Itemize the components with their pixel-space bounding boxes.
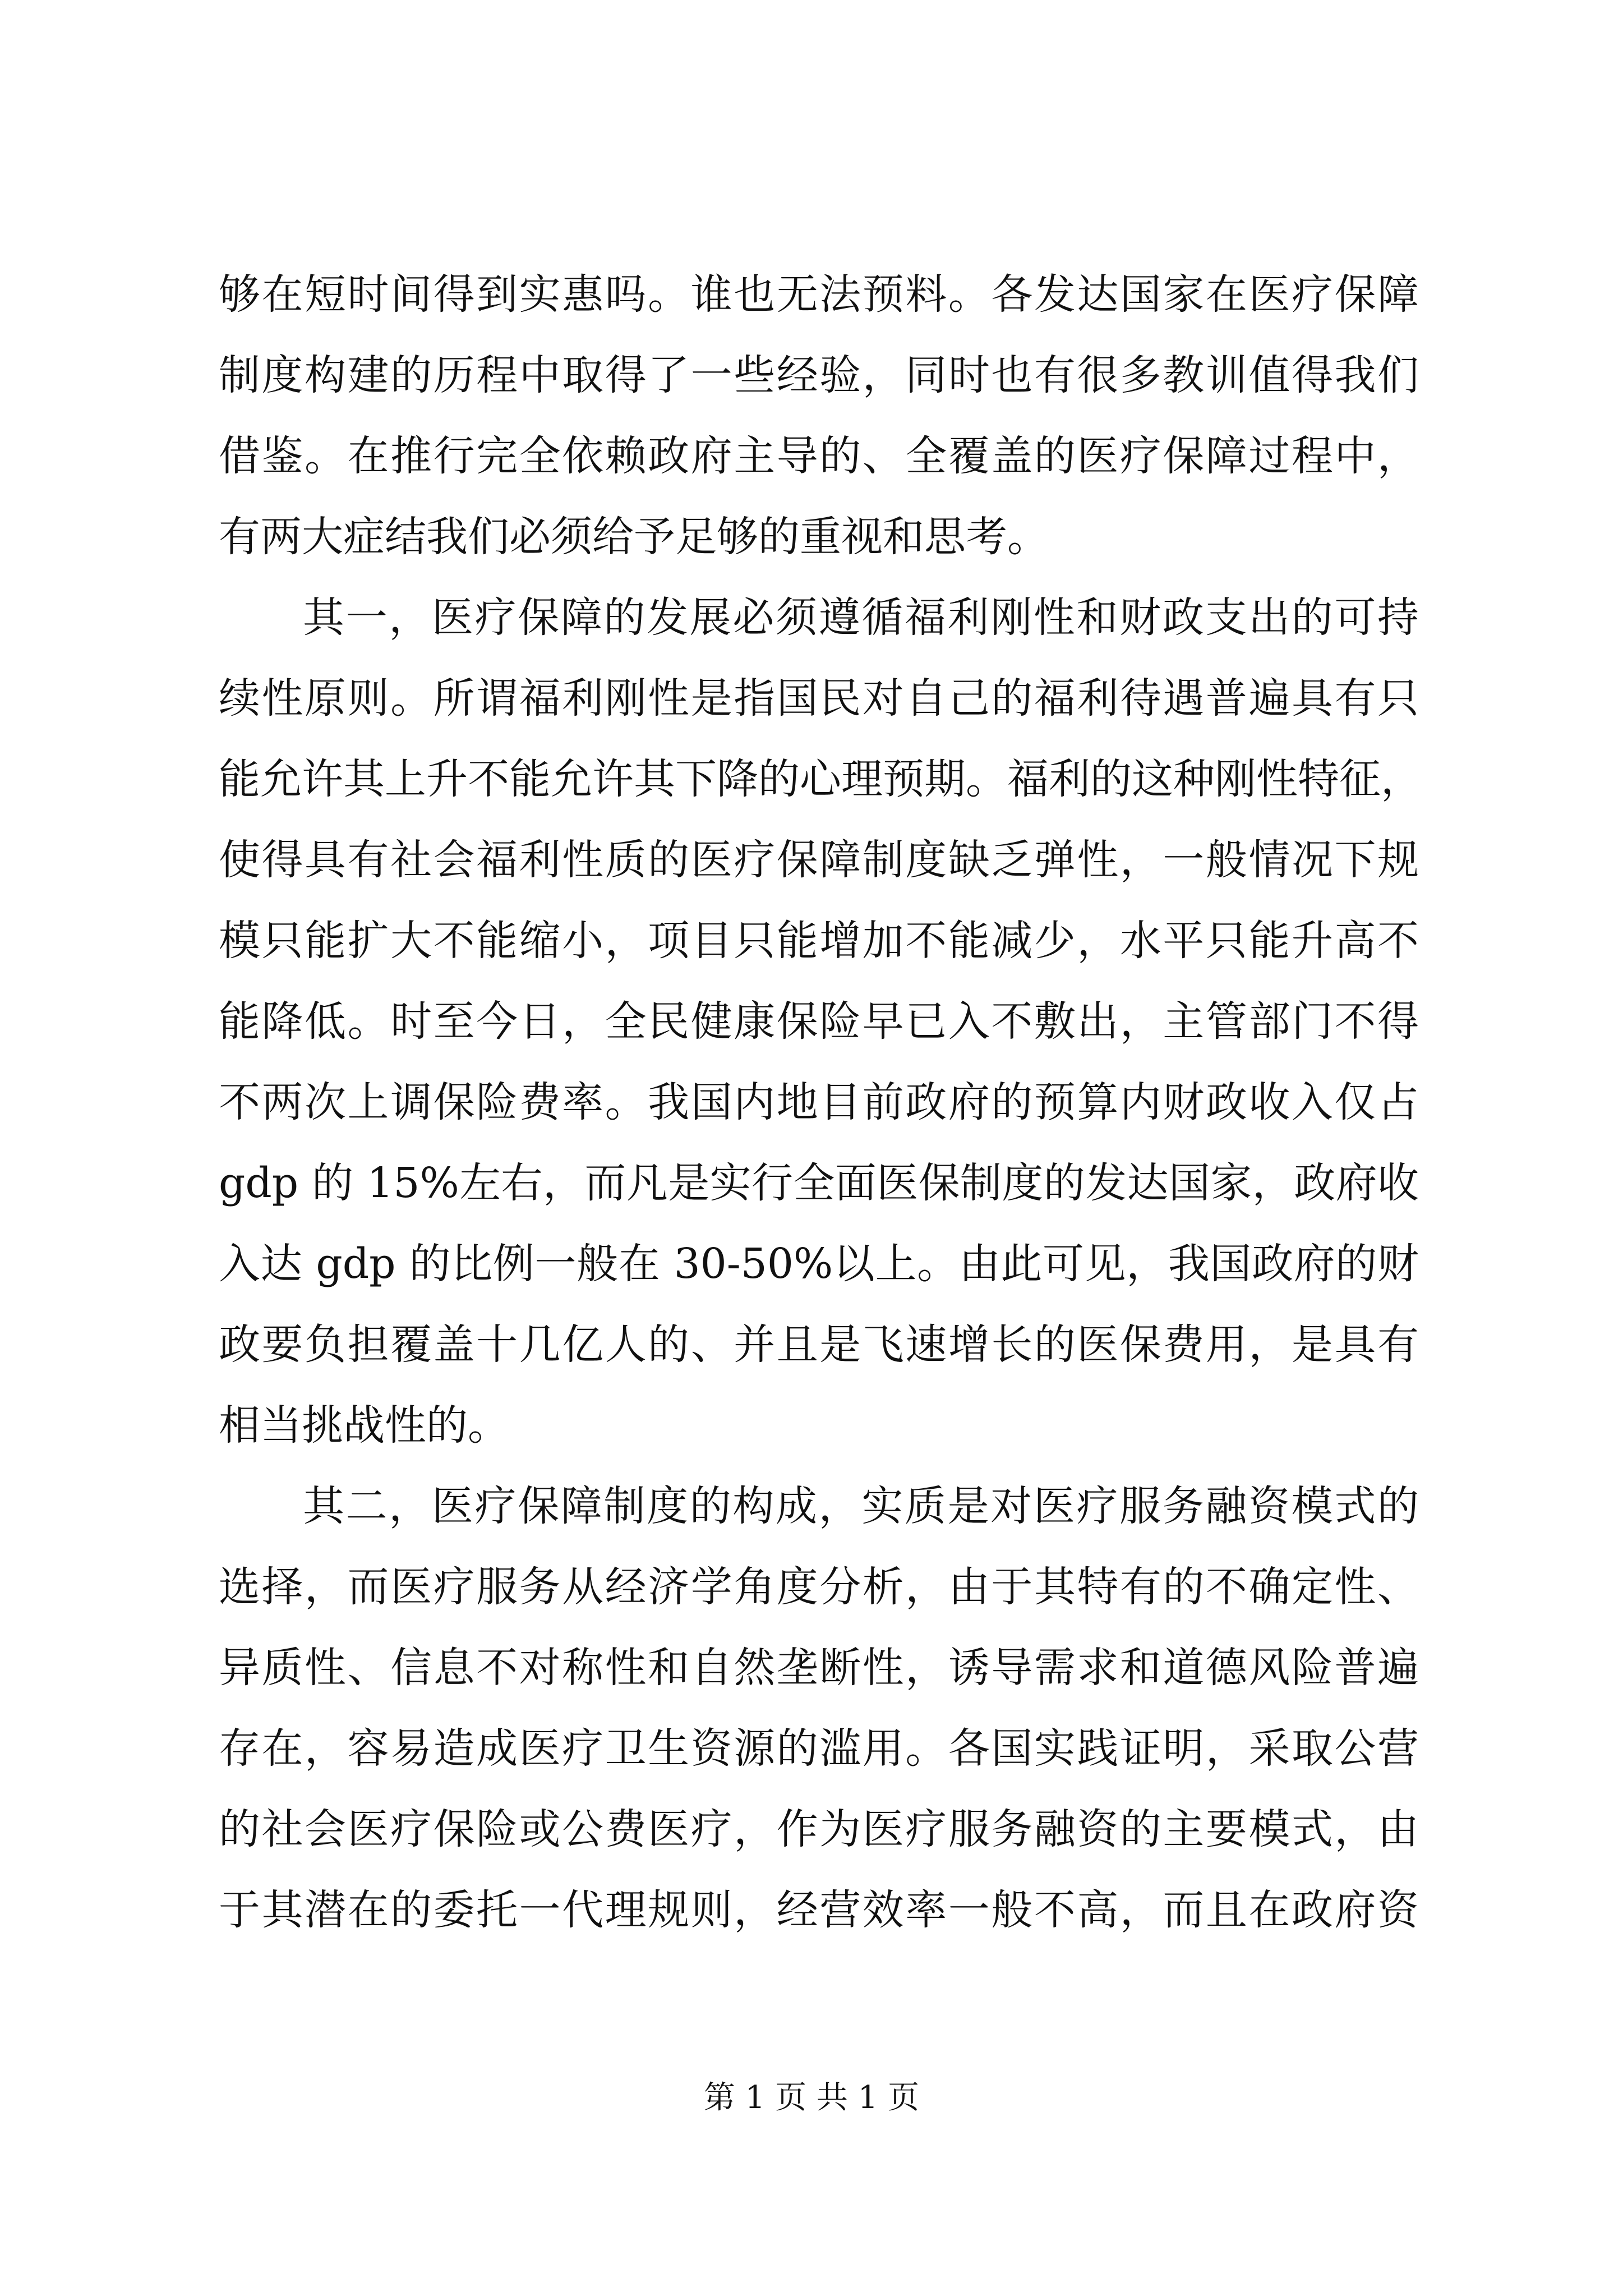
text-line: 制度构建的历程中取得了一些经验，同时也有很多教训值得我们 [219,351,1419,399]
text-line: 政要负担覆盖十几亿人的、并且是飞速增长的医保费用，是具有 [219,1320,1419,1369]
text-line: 入达 gdp 的比例一般在 30-50%以上。由此可见，我国政府的财 [219,1240,1419,1288]
page-footer: 第 1 页 共 1 页 [703,2079,920,2116]
text-line: 的社会医疗保险或公费医疗，作为医疗服务融资的主要模式，由 [219,1805,1419,1853]
text-line: 能降低。时至今日，全民健康保险早已入不敷出，主管部门不得 [219,997,1419,1046]
text-line: 有两大症结我们必须给予足够的重视和思考。 [219,513,1049,561]
paragraph-first-line: 其一，医疗保障的发展必须遵循福利刚性和财政支出的可持 [303,593,1419,642]
text-line: 不两次上调保险费率。我国内地目前政府的预算内财政收入仅占 [219,1078,1419,1126]
text-line: gdp 的 15%左右，而凡是实行全面医保制度的发达国家，政府收 [219,1159,1419,1207]
text-line: 借鉴。在推行完全依赖政府主导的、全覆盖的医疗保障过程中， [219,432,1419,480]
text-line: 相当挑战性的。 [219,1401,509,1450]
text-line: 模只能扩大不能缩小，项目只能增加不能减少，水平只能升高不 [219,917,1419,965]
text-line: 续性原则。所谓福利刚性是指国民对自己的福利待遇普遍具有只 [219,674,1419,723]
text-line: 选择，而医疗服务从经济学角度分析，由于其特有的不确定性、 [219,1563,1419,1611]
text-line: 存在，容易造成医疗卫生资源的滥用。各国实践证明，采取公营 [219,1724,1419,1773]
text-line: 够在短时间得到实惠吗。谁也无法预料。各发达国家在医疗保障 [219,270,1419,319]
text-line: 能允许其上升不能允许其下降的心理预期。福利的这种刚性特征， [219,755,1422,803]
text-line: 于其潜在的委托一代理规则，经营效率一般不高，而且在政府资 [219,1886,1419,1934]
paragraph-first-line: 其二，医疗保障制度的构成，实质是对医疗服务融资模式的 [303,1482,1419,1530]
text-line: 使得具有社会福利性质的医疗保障制度缺乏弹性，一般情况下规 [219,836,1419,884]
text-line: 异质性、信息不对称性和自然垄断性，诱导需求和道德风险普遍 [219,1644,1419,1692]
